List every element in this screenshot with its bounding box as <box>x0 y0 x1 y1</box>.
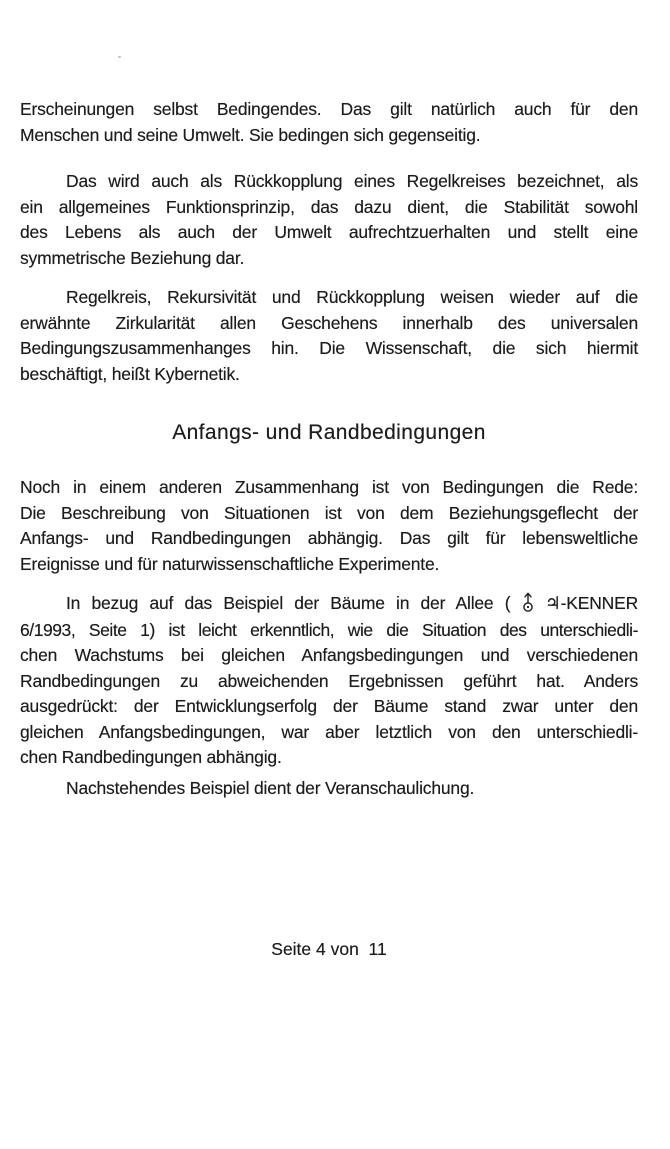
text-line: des Lebens als auch der Umwelt aufrechtzuerhalten und stellt eine <box>20 222 638 242</box>
jupiter-symbol-icon: ♃ <box>544 594 561 614</box>
section-heading: Anfangs- und Randbedingungen <box>172 421 486 444</box>
paragraph-kybernetik <box>20 285 638 387</box>
text-line: 6/1993, Seite 1) ist leicht erkenntlich, wie die Situation des unterschiedli- <box>20 619 638 640</box>
text-line: Nachstehendes Beispiel dient der Veranschaulichung. <box>66 778 475 798</box>
text-line: Das wird auch als Rückkopplung eines Regelkreises bezeichnet, als <box>66 171 638 191</box>
text-line: Regelkreis, Rekursivität und Rückkopplung weisen wieder auf die <box>66 287 638 307</box>
text-line: ausgedrückt: der Entwicklungserfolg der Bäume stand zwar unter den <box>20 696 638 716</box>
paragraph-bedingungen <box>20 475 638 577</box>
text-line: Anfangs- und Randbedingungen abhängig. Das gilt für lebensweltliche <box>20 528 638 548</box>
text-line: ein allgemeines Funktionsprinzip, das dazu dient, die Stabilität sowohl <box>20 196 638 217</box>
text-line: Ereignisse und für naturwissenschaftliche Experimente. <box>20 553 440 574</box>
citation-text-pre: In bezug auf das Beispiel der Bäume in der Allee ( <box>66 593 511 613</box>
text-line: Erscheinungen selbst Bedingendes. Das gilt natürlich auch für den <box>20 99 638 119</box>
paragraph-feedback-intro <box>20 97 638 148</box>
text-line: chen Wachstums bei gleichen Anfangsbedingungen und verschiedenen <box>20 645 638 665</box>
text-line: Die Beschreibung von Situationen ist von dem Beziehungsgeflecht der <box>20 502 638 523</box>
page-number-footer: Seite 4 von 11 <box>271 939 387 959</box>
text-line: Randbedingungen zu abweichenden Ergebnissen geführt hat. Anders <box>20 670 638 691</box>
text-line: Noch in einem anderen Zusammenhang ist von Bedingungen die Rede: <box>20 477 638 497</box>
text-line: beschäftigt, heißt Kybernetik. <box>20 363 240 384</box>
text-line: erwähnte Zirkularität allen Geschehens innerhalb des universalen <box>20 312 638 333</box>
text-line: Menschen und seine Umwelt. Sie bedingen sich gegenseitig. <box>20 124 481 145</box>
paragraph-beispiel-hinweis <box>20 776 638 802</box>
text-line-with-symbols <box>20 591 638 618</box>
text-line: Bedingungszusammenhanges hin. Die Wissenschaft, die sich hiermit <box>20 338 638 358</box>
uranus-symbol-icon <box>522 591 534 617</box>
paragraph-baeume-beispiel <box>20 591 638 771</box>
citation-text-post: -KENNER <box>560 593 639 613</box>
text-line: symmetrische Beziehung dar. <box>20 247 245 268</box>
scan-artifact <box>118 56 121 58</box>
paragraph-rueckkopplung <box>20 169 638 271</box>
text-line: chen Randbedingungen abhängig. <box>20 747 282 767</box>
text-line: gleichen Anfangsbedingungen, war aber letztlich von den unterschiedli- <box>20 721 638 742</box>
